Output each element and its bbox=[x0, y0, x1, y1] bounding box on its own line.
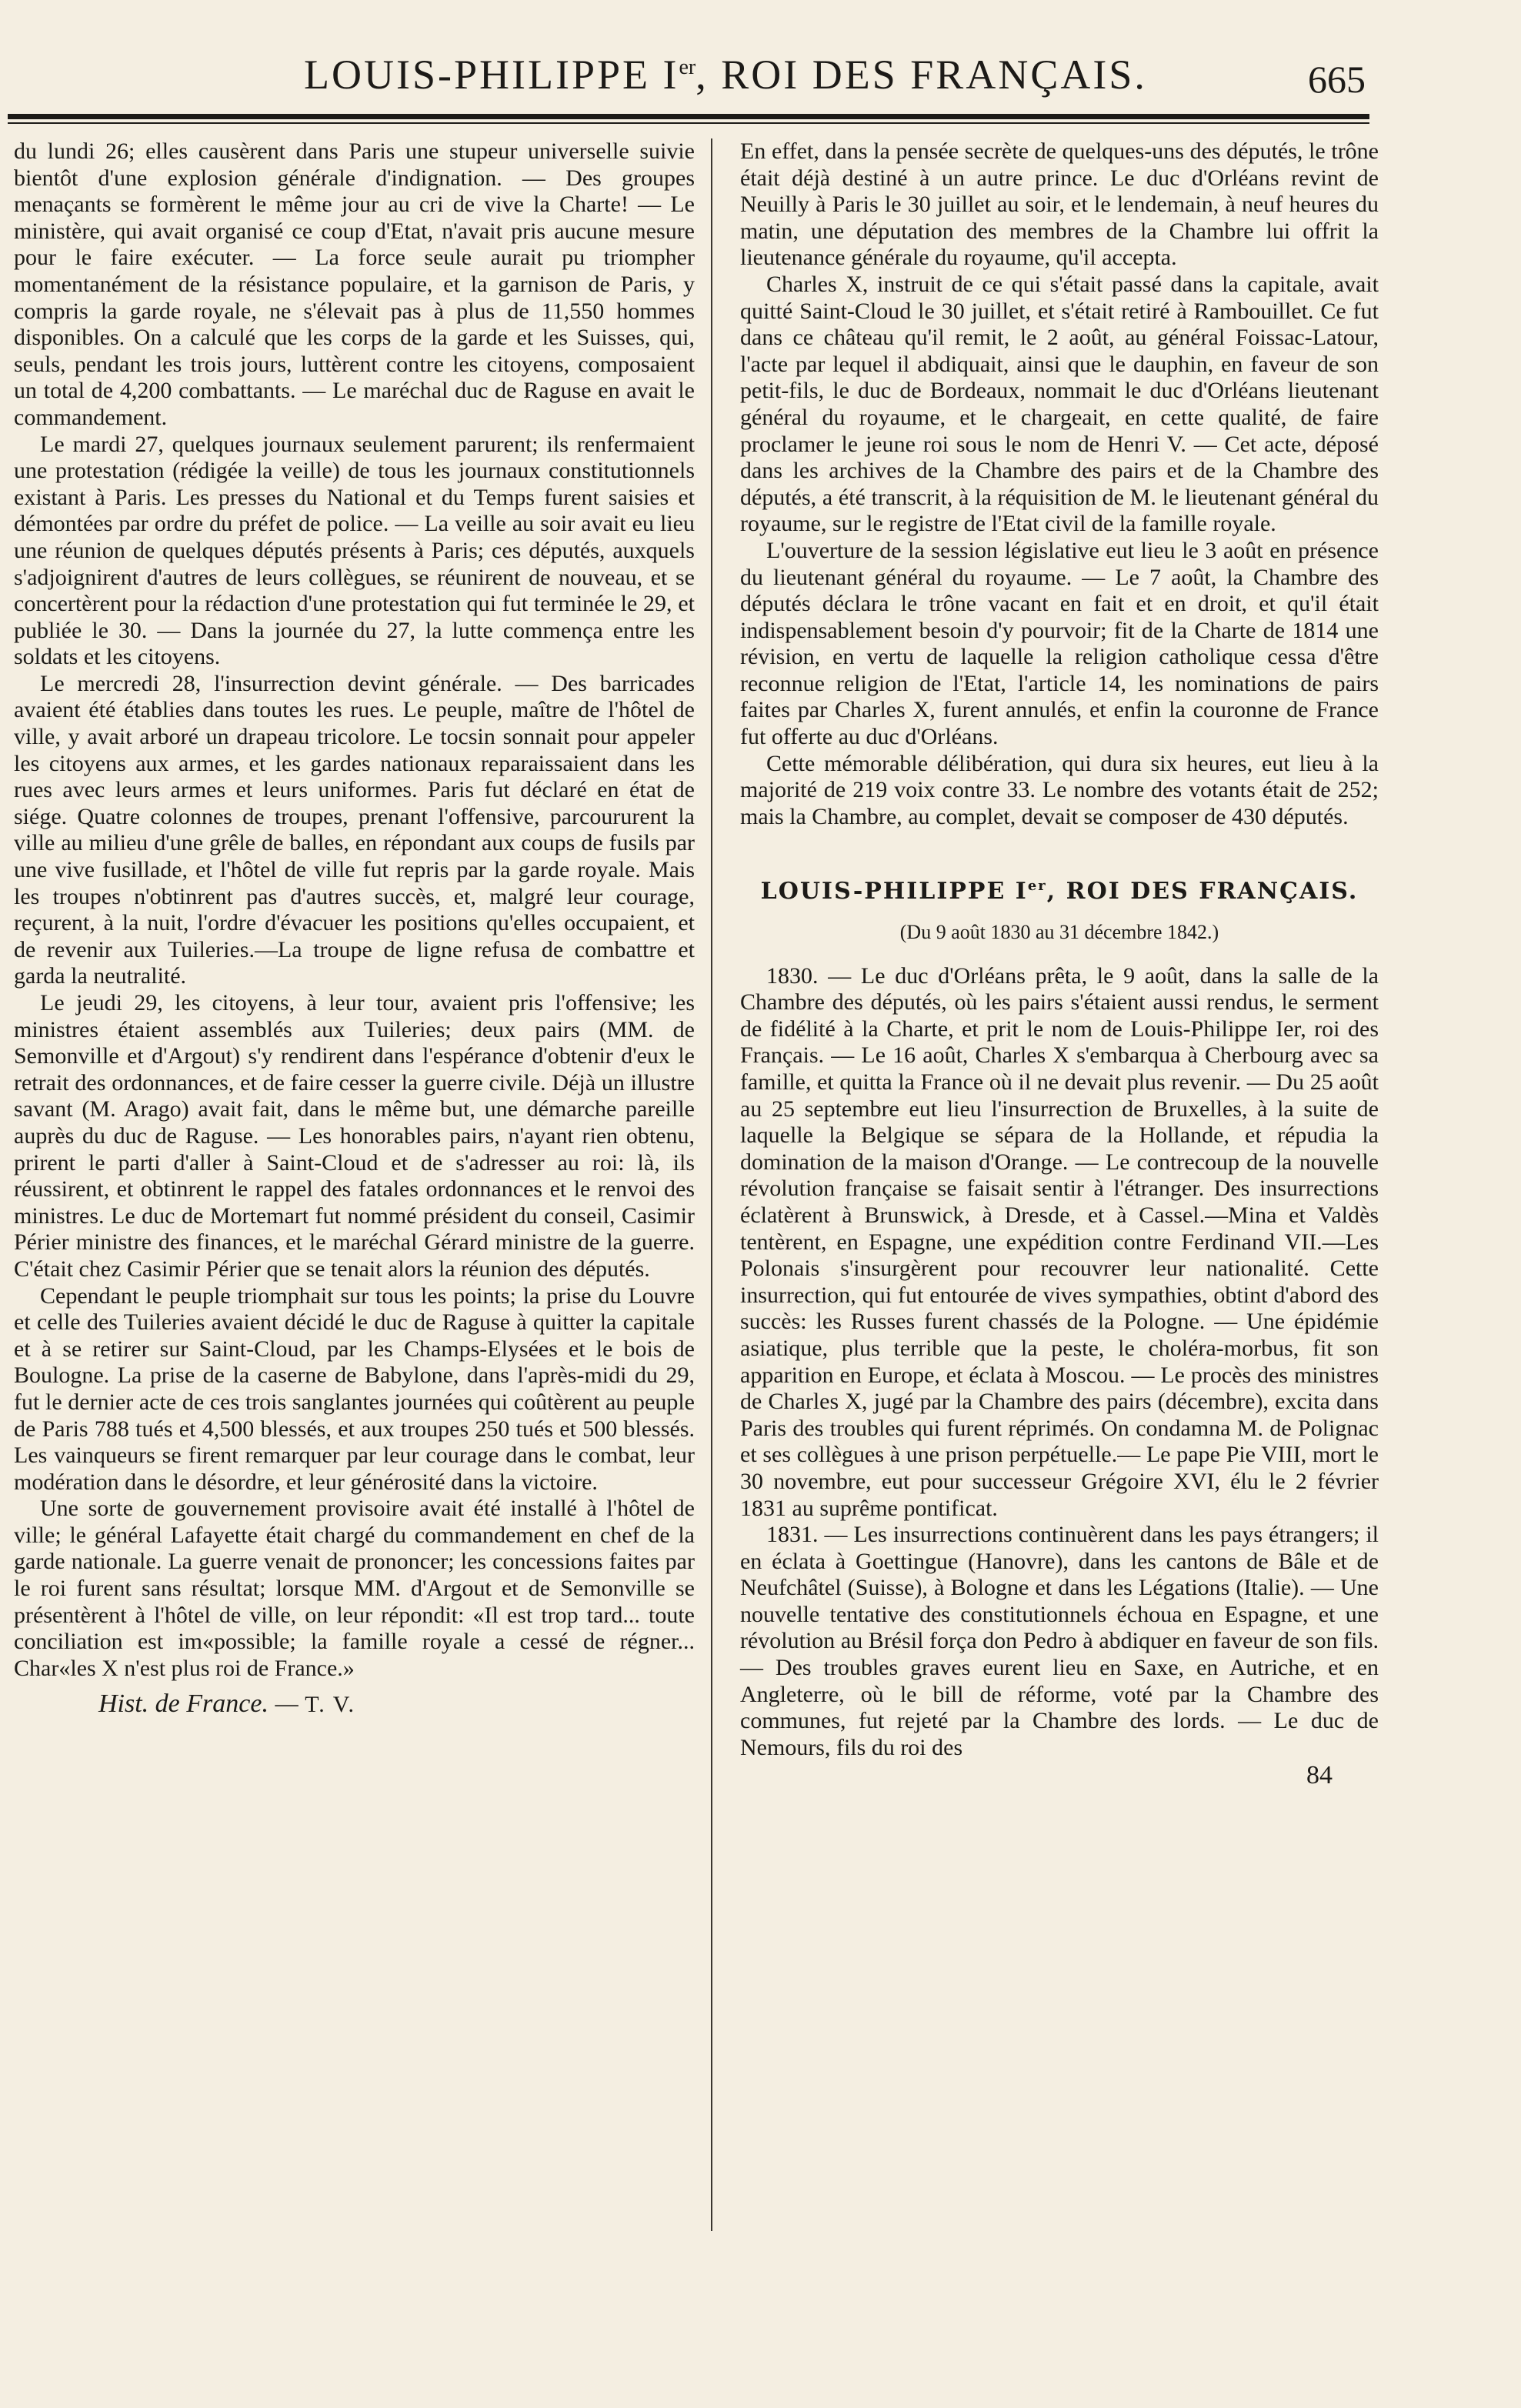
left-paragraph: Cependant le peuple triomphait sur tous les points; la prise du Louvre et celle des Tuileries avaient décidé le duc de Raguse à quitter la capitale et à se retirer sur Saint-Cloud, par les Champs-Elysées et le bois de Boulogne. La prise de la caserne de Babylone, dans l'après-midi du 29, fut le dernier acte de ces trois sanglantes journées qui coûtèrent au peuple de Paris 788 tués et 4,500 blessés, et aux troupes 250 tués et 500 blessés. Les vainqueurs se firent remarquer par leur courage dans le combat, leur modération dans le désordre, et leur générosité dans la victoire. bbox=[14, 1282, 695, 1495]
left-paragraph: Une sorte de gouvernement provisoire avait été installé à l'hôtel de ville; le général Lafayette était chargé du commandement en chef de la garde nationale. La guerre venait de prononcer; les concessions faites par le roi furent sans résultat; lorsque MM. d'Argout et de Semonville se présentèrent à l'hôtel de ville, on leur répondit: «Il est trop tard... toute conciliation est im«possible; la famille royale a cessé de régner... Char«les X n'est plus roi de France.» bbox=[14, 1496, 695, 1681]
section-heading-main: LOUIS-PHILIPPE I bbox=[760, 878, 1028, 906]
section-subheading: (Du 9 août 1830 au 31 décembre 1842.) bbox=[899, 921, 1219, 944]
page-header bbox=[0, 40, 1521, 109]
right-paragraph: Charles X, instruit de ce qui s'était passé dans la capitale, avait quitté Saint-Cloud le 30 juillet, et s'était retiré à Rambouillet. Ce fut dans ce château qu'il remit, le 2 août, au général Foissac-Latour, l'acte par lequel il abdiquait, ainsi que le dauphin, en faveur de son petit-fils, le duc de Bordeaux, nommait le duc d'Orléans lieutenant général du royaume, et le chargeait, en cette qualité, de faire proclamer le jeune roi sous le nom de Henri V. — Cet acte, déposé dans les archives de la Chambre des pairs et de la Chambre des députés, a été transcrit, à la réquisition de M. le lieutenant général du royaume, sur le registre de l'Etat civil de la famille royale. bbox=[740, 271, 1379, 537]
right-column bbox=[740, 138, 1379, 1789]
source-citation-title: Hist. de France. — bbox=[98, 1689, 299, 1719]
left-paragraph: Le mercredi 28, l'insurrection devint générale. — Des barricades avaient été établies dans toutes les rues. Le peuple, maître de l'hôtel de ville, y avait arboré un drapeau tricolore. Le tocsin sonnait pour appeler les citoyens aux armes, et les gardes nationaux reparaissaient dans les rues avec leurs armes et leurs uniformes. Paris fut déclaré en état de siége. Quatre colonnes de troupes, prenant l'offensive, parcoururent la ville au milieu d'une grêle de balles, en répondant aux coups de fusils par une vive fusillade, et l'hôtel de ville fut repris par la garde royale. Mais les troupes n'obtinrent pas d'autres succès, et, malgré leur courage, reçurent, à la nuit, l'ordre d'évacuer les positions qu'elles occupaient, et de revenir aux Tuileries.—La troupe de ligne refusa de combattre et garda la neutralité. bbox=[14, 670, 695, 989]
printer-signature-mark: 84 bbox=[1306, 1761, 1333, 1790]
section-heading bbox=[740, 873, 1379, 906]
header-rule-thick bbox=[8, 114, 1369, 119]
section-heading-superscript: er bbox=[1027, 878, 1047, 895]
left-column bbox=[14, 138, 695, 1719]
left-paragraph: Le jeudi 29, les citoyens, à leur tour, avaient pris l'offensive; les ministres étaient assemblés aux Tuileries; deux pairs (MM. de Semonville et d'Argout) s'y rendirent dans l'espérance d'obtenir d'eux le retrait des ordonnances, et de faire cesser la guerre civile. Déjà un illustre savant (M. Arago) avait fait, dans le même but, une démarche pareille auprès du duc de Raguse. — Les honorables pairs, n'ayant rien obtenu, prirent le parti d'aller à Saint-Cloud et de s'adresser au roi: là, ils réussirent, et obtinrent le rappel des fatales ordonnances et le renvoi des ministres. Le duc de Mortemart fut nommé président du conseil, Casimir Périer ministre des finances, et le maréchal Gérard ministre de la guerre. C'était chez Casimir Périer que se tenait alors la réunion des députés. bbox=[14, 990, 695, 1282]
year-paragraph-1830: 1830. — Le duc d'Orléans prêta, le 9 août, dans la salle de la Chambre des députés, où les pairs s'étaient aussi rendus, le serment de fidélité à la Charte, et prit le nom de Louis-Philippe Ier, roi des Français. — Le 16 août, Charles X s'embarqua à Cherbourg avec sa famille, et quitta la France où il ne devait plus revenir. — Du 25 août au 25 septembre eut lieu l'insurrection de Bruxelles, à la suite de laquelle la Belgique se sépara de la Hollande, et répudia la domination de la maison d'Orange. — Le contrecoup de la nouvelle révolution française se faisait sentir à l'étranger. Des insurrections éclatèrent à Brunswick, à Dresde, et à Cassel.—Mina et Valdès tentèrent, en Espagne, une expédition contre Ferdinand VII.—Les Polonais s'insurgèrent pour recouvrer leur nationalité. Cette insurrection, qui fut entourée de vives sympathies, obtint d'abord des succès: les Russes furent chassés de la Pologne. — Une épidémie asiatique, plus terrible que la peste, le choléra-morbus, fit son apparition en Europe, et éclata à Moscou. — Le procès des ministres de Charles X, jugé par la Chambre des pairs (décembre), excita dans Paris des troubles qui furent réprimés. On condamna M. de Polignac et ses collègues à une prison perpétuelle.— Le pape Pie VIII, mort le 30 novembre, eut pour successeur Grégoire XVI, élu le 2 février 1831 au suprême pontificat. bbox=[740, 962, 1379, 1521]
section-heading-rest: , ROI DES FRANÇAIS. bbox=[1046, 878, 1359, 906]
source-citation bbox=[14, 1691, 695, 1719]
source-citation-volume: T. V. bbox=[305, 1692, 356, 1718]
left-paragraph: du lundi 26; elles causèrent dans Paris une stupeur universelle suivie bientôt d'une explosion générale d'indignation. — Des groupes menaçants se formèrent le même jour au cri de vive la Charte! — Le ministère, qui avait organisé ce coup d'Etat, n'avait pris aucune mesure pour le faire exécuter. — La force seule aurait pu triompher momentanément de la résistance populaire, et la garnison de Paris, y compris la garde royale, ne s'élevait pas à plus de 11,550 hommes disponibles. On a calculé que les corps de la garde et les Suisses, qui, seuls, pendant les trois jours, luttèrent contre les citoyens, composaient un total de 4,200 combattants. — Le maréchal duc de Raguse en avait le commandement. bbox=[14, 138, 695, 430]
running-title-superscript: er bbox=[679, 55, 696, 79]
column-divider bbox=[711, 138, 712, 2231]
running-title bbox=[304, 51, 1147, 98]
right-paragraph: Cette mémorable délibération, qui dura six heures, eut lieu à la majorité de 219 voix contre 33. Le nombre des votants était de 252; mais la Chambre, au complet, devait se composer de 430 députés. bbox=[740, 750, 1379, 829]
right-paragraph: En effet, dans la pensée secrète de quelques-uns des députés, le trône était déjà destiné à un autre prince. Le duc d'Orléans revint de Neuilly à Paris le 30 juillet au soir, et le lendemain, à neuf heures du matin, une députation des membres de la Chambre lui offrit la lieutenance générale du royaume, qu'il accepta. bbox=[740, 138, 1379, 271]
running-title-rest: , ROI DES FRANÇAIS. bbox=[695, 52, 1147, 98]
page-number: 665 bbox=[1308, 58, 1366, 101]
left-paragraph: Le mardi 27, quelques journaux seulement parurent; ils renfermaient une protestation (rédigée la veille) de tous les journaux constitutionnels existant à Paris. Les presses du National et du Temps furent saisies et démontées par ordre du préfet de police. — La veille au soir avait eu lieu une réunion de quelques députés présents à Paris; ces députés, auxquels s'adjoignirent d'autres de leurs collègues, se réunirent de nouveau, et se concertèrent pour la rédaction d'une protestation qui fut terminée le 29, et publiée le 30. — Dans la journée du 27, la lutte commença entre les soldats et les citoyens. bbox=[14, 431, 695, 670]
year-paragraph-1831: 1831. — Les insurrections continuèrent dans les pays étrangers; il en éclata à Goettingue (Hanovre), dans les cantons de Bâle et de Neufchâtel (Suisse), à Bologne et dans les Légations (Italie). — Une nouvelle tentative des constitutionnels échoua en Espagne, et une révolution au Brésil força don Pedro à abdiquer en faveur de son fils. — Des troubles graves eurent lieu en Saxe, en Autriche, et en Angleterre, où le bill de réforme, voté par la Chambre des communes, fut rejeté par la Chambre des lords. — Le duc de Nemours, fils du roi des bbox=[740, 1522, 1379, 1760]
running-title-main: LOUIS-PHILIPPE I bbox=[304, 52, 679, 98]
right-paragraph: L'ouverture de la session législative eut lieu le 3 août en présence du lieutenant général du royaume. — Le 7 août, la Chambre des députés déclara le trône vacant en fait et en droit, et qu'il était indispensablement besoin d'y pourvoir; fit de la Charte de 1814 une révision, en vertu de laquelle la religion catholique cessa d'être reconnue religion de l'Etat, l'article 14, les nominations de pairs faites par Charles X, furent annulés, et enfin la couronne de France fut offerte au duc d'Orléans. bbox=[740, 537, 1379, 750]
header-rule-thin bbox=[8, 122, 1369, 124]
